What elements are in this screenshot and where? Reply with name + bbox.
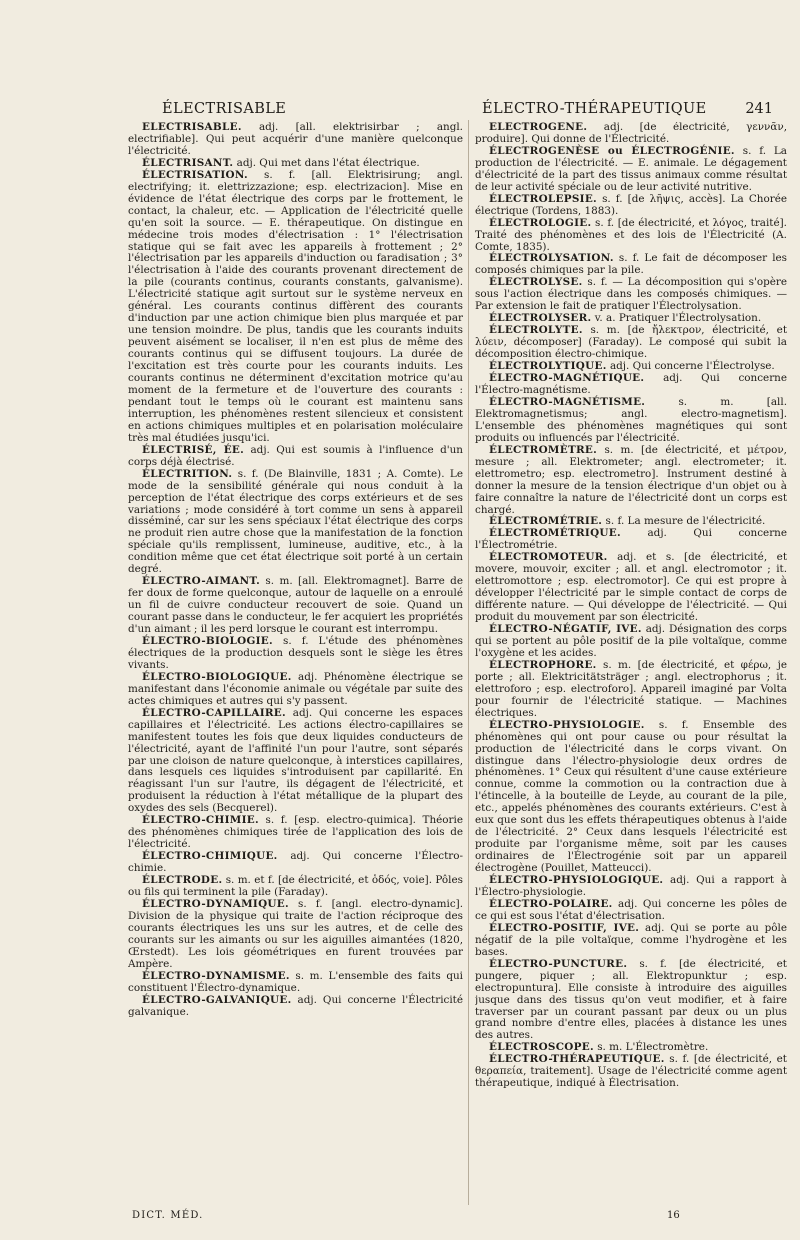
entry-headword: ÉLECTRODE.: [142, 874, 223, 887]
dictionary-entry: [475, 875, 787, 899]
entry-headword: ÉLECTROMÈTRE.: [489, 443, 598, 456]
entry-definition: s. f. [de λῆψις, accès]. La Chorée électrique (Tordens, 1883).: [475, 192, 787, 217]
left-column: [128, 122, 463, 1202]
entry-definition: v. a. Pratiquer l'Électrolysation.: [591, 312, 762, 325]
dictionary-entry: [475, 146, 787, 194]
entry-definition: adj. et s. [de électricité, et movere, mouvoir, exciter ; all. et angl. electromotor ; it. elettromottore ; esp. electromotor]. Ce qui est propre à développer l'électricité par le simple contact de corps de différente nature. — Qui développe de l'électricité. — Qui produit du mouvement par son électricité.: [475, 551, 787, 624]
entry-headword: ÉLECTROLOGIE.: [489, 216, 592, 229]
entry-headword: ÉLECTROLYTIQUE.: [489, 360, 607, 373]
entry-headword: ÉLECTRITION.: [142, 467, 233, 480]
right-column: [475, 122, 787, 1202]
entry-definition: s. m. [de électricité, et μέτρον, mesure ; all. Elektrometer; angl. electrometer; it. elettrometro; esp. electrometro]. Instrument destiné à donner la mesure de la tension électrique d'un objet ou à faire connaître la nature de l'électricité dont un corps est chargé.: [475, 443, 787, 516]
column-divider: [468, 120, 469, 1205]
dictionary-entry: [128, 995, 463, 1019]
entry-definition: s. m. [de ἤλεκτρον, électricité, et λύειν, décomposer] (Faraday). Le composé qui subit la décomposition électro-chimique.: [475, 324, 787, 361]
dictionary-entry: [475, 528, 787, 552]
entry-headword: ÉLECTROLEPSIE.: [489, 192, 597, 205]
signature-mark: DICT. MÉD.: [132, 1210, 204, 1221]
entry-headword: ÉLECTROMOTEUR.: [489, 551, 608, 564]
entry-headword: ÉLECTRO-DYNAMIQUE.: [142, 897, 289, 910]
entry-headword: ÉLECTRO-CAPILLAIRE.: [142, 706, 286, 719]
dictionary-entry: [475, 899, 787, 923]
signature-number: 16: [667, 1210, 680, 1221]
entry-definition: adj. Qui concerne les pôles de ce qui est sous l'état d'électrisation.: [475, 897, 787, 922]
dictionary-entry: [128, 815, 463, 851]
entry-headword: ÉLECTRISÉ, ÉE.: [142, 443, 245, 456]
entry-definition: s. f. Ensemble des phénomènes qui ont pour cause ou pour résultat la production de l'électricité dans le corps vivant. On distingue dans l'électro-physiologie deux ordres de phénomènes. 1° Ceux qui résultent d'une cause extérieure connue, comme la commotion ou la contraction due à l'étincelle, à la bouteille de Leyde, au courant de la pile, etc., appelés phénomènes des courants extérieurs. C'est à eux que sont dus les effets thérapeutiques obtenus à l'aide de l'électricité. 2° Ceux dans lesquels l'électricité est produite par l'organisme même, soit par les causes ordinaires de l'Électrogénie soit par un appareil électrogène (Pouillet, Matteucci).: [475, 718, 787, 875]
entry-headword: ÉLECTRO-CHIMIE.: [142, 814, 259, 827]
entry-definition: s. f. [de électricité, et θεραπεία, traitement]. Usage de l'électricité comme agent thérapeutique, indiqué à Électrisation.: [475, 1053, 787, 1090]
entry-headword: ÉLECTRO-POSITIF, IVE.: [489, 921, 640, 934]
entry-headword: ÉLECTRO-MAGNÉTIQUE.: [489, 372, 645, 385]
dictionary-entry: [128, 708, 463, 816]
running-header-left: ÉLECTRISABLE: [162, 101, 287, 117]
dictionary-entry: [128, 576, 463, 636]
entry-headword: ÉLECTRO-DYNAMISME.: [142, 969, 290, 982]
entry-definition: adj. Qui est soumis à l'influence d'un corps déjà électrisé.: [128, 443, 463, 468]
dictionary-entry: [128, 122, 463, 158]
entry-definition: adj. Qui concerne l'Électro-chimie.: [128, 850, 463, 875]
entry-headword: ÉLECTROLYSATION.: [489, 252, 614, 265]
dictionary-entry: [475, 1054, 787, 1090]
dictionary-entry: [128, 170, 463, 445]
dictionary-entry: [475, 660, 787, 720]
entry-definition: adj. Qui a rapport à l'Électro-physiologie.: [475, 874, 787, 898]
entry-headword: ÉLECTRO-NÉGATIF, IVE.: [489, 623, 642, 636]
entry-definition: s. f. [esp. electro-quimica]. Théorie des phénomènes chimiques tirée de l'application des lois de l'électricité.: [128, 814, 463, 851]
entry-headword: ÉLECTROGENÈSE ou ÉLECTROGÉNIE.: [489, 144, 735, 157]
entry-definition: adj. Qui concerne les espaces capillaires et l'électricité. Les actions électro-capillaires se manifestent toutes les fois que deux liquides conducteurs de l'électricité, ayant de l'affinité l'un pour l'autre, sont séparés par une cloison de nature quelconque, à interstices capillaires, dans lesquels ces liquides s'introduisent par capillarité. En réagissant l'un sur l'autre, ils dégagent de l'électricité, et produisent la réduction à l'état métallique de la plupart des oxydes des sels (Becquerel).: [128, 706, 463, 815]
dictionary-entry: [128, 445, 463, 469]
entry-definition: s. f. (De Blainville, 1831 ; A. Comte). Le mode de la sensibilité générale qui nous conduit à la perception de l'état électrique des corps extérieurs et de ses variations ; mode considéré à tort comme un sens à appareil disséminé, car sur les sens spéciaux l'état électrique des corps ne produit rien autre chose que la manifestation de la fonction spéciale qu'ils remplissent, lumineuse, auditive, etc., à la condition même que cet état électrique soit porté à un certain degré.: [128, 467, 463, 576]
entry-definition: adj. Qui concerne l'Électro-magnétisme.: [475, 372, 787, 396]
entry-headword: ÉLECTRISABLE.: [142, 122, 242, 133]
entry-headword: ÉLECTRO-BIOLOGIE.: [142, 634, 273, 647]
entry-definition: s. m. L'ensemble des faits qui constituent l'Électro-dynamique.: [128, 969, 463, 994]
entry-definition: s. f. — La décomposition qui s'opère sous l'action électrique dans les composés chimiques. — Par extension le fait de pratiquer l'Électrolysation.: [475, 276, 787, 313]
dictionary-entry: [128, 899, 463, 971]
dictionary-entry: [475, 445, 787, 517]
entry-definition: s. m. et f. [de électricité, et ὁδός, voie]. Pôles ou fils qui terminent la pile (Faraday).: [128, 874, 463, 898]
entry-definition: s. m. [all. Elektromagnetismus; angl. electro-magnetism]. L'ensemble des phénomènes magnétiques qui sont produits ou influencés par l'électricité.: [475, 395, 787, 444]
entry-headword: ÉLECTRISANT.: [142, 156, 234, 169]
entry-definition: adj. Désignation des corps qui se portent au pôle positif de la pile voltaïque, comme l'oxygène et les acides.: [475, 623, 787, 659]
entry-headword: ÉLECTROPHORE.: [489, 658, 597, 671]
entry-headword: ÉLECTROLYTE.: [489, 324, 583, 337]
entry-definition: s. f. Le fait de décomposer les composés chimiques par la pile.: [475, 252, 787, 277]
dictionary-entry: [475, 277, 787, 313]
dictionary-entry: [475, 194, 787, 218]
entry-headword: ÉLECTRO-PHYSIOLOGIE.: [489, 718, 645, 731]
entry-definition: s. m. L'Électromètre.: [593, 1041, 709, 1054]
entry-headword: ÉLECTRO-BIOLOGIQUE.: [142, 670, 292, 683]
entry-definition: s. f. [de électricité, et pungere, piquer ; all. Elektropunktur ; esp. electropuntura]. Elle consiste à introduire des aiguilles jusque dans des tissus qu'on veut modifier, et à faire traverser par un courant passant par deux ou un plus grand nombre d'entre elles, placées à distance les unes des autres.: [475, 957, 787, 1042]
page-number: 241: [745, 101, 773, 117]
entry-definition: s. m. [all. Elektromagnet]. Barre de fer doux de forme quelconque, autour de laquelle on a enroulé un fil de cuivre conducteur recouvert de soie. Quand un courant passe dans le conducteur, le fer acquiert les propriétés d'un aimant ; il les perd lorsque le courant est interrompu.: [128, 575, 463, 636]
entry-headword: ÉLECTRO-CHIMIQUE.: [142, 850, 278, 863]
entry-headword: ÉLECTRO-PHYSIOLOGIQUE.: [489, 874, 664, 887]
dictionary-entry: [475, 959, 787, 1043]
entry-headword: ÉLECTROGÈNE.: [489, 122, 588, 133]
entry-headword: ÉLECTROSCOPE.: [489, 1041, 594, 1054]
entry-headword: ÉLECTRO-GALVANIQUE.: [142, 993, 292, 1006]
dictionary-entry: [475, 720, 787, 875]
entry-headword: ÉLECTRO-POLAIRE.: [489, 897, 613, 910]
dictionary-entry: [475, 373, 787, 397]
dictionary-entry: [128, 469, 463, 577]
entry-headword: ÉLECTROLYSER.: [489, 312, 592, 325]
entry-definition: adj. Qui concerne l'Électricité galvanique.: [128, 993, 463, 1018]
entry-headword: ÉLECTROLYSE.: [489, 276, 583, 289]
entry-headword: ÉLECTROMÉTRIQUE.: [489, 527, 621, 540]
entry-headword: ÉLECTRO-MAGNÉTISME.: [489, 395, 646, 408]
entry-definition: s. f. La production de l'électricité. — E. animale. Le dégagement d'électricité de la part des tissus animaux comme résultat de leur activité spéciale ou de leur activité nutritive.: [475, 144, 787, 193]
dictionary-entry: [475, 122, 787, 146]
entry-definition: adj. [all. elektrisirbar ; angl. electrifiable]. Qui peut acquérir d'une manière quelconque l'électricité.: [128, 122, 463, 157]
dictionary-entry: [475, 325, 787, 361]
dictionary-entry: [475, 552, 787, 624]
entry-headword: ÉLECTRO-THÉRAPEUTIQUE.: [489, 1053, 665, 1066]
dictionary-entry: [475, 397, 787, 445]
entry-definition: s. m. [de électricité, et φέρω, je porte ; all. Elektricitätsträger ; angl. electrophorus ; it. elettroforo ; esp. electroforo]. Appareil imaginé par Volta pour fournir de l'électricité statique. — Machines électriques.: [475, 658, 787, 719]
entry-headword: ÉLECTRO-PUNCTURE.: [489, 957, 628, 970]
entry-headword: ÉLECTRISATION.: [142, 168, 248, 181]
dictionary-entry: [475, 923, 787, 959]
dictionary-entry: [475, 253, 787, 277]
entry-headword: ÉLECTRO-AIMANT.: [142, 575, 261, 588]
entry-headword: ÉLECTROMÉTRIE.: [489, 515, 603, 528]
entry-definition: adj. Phénomène électrique se manifestant dans l'économie animale ou végétale par suite des actes chimiques et autres qui s'y passent.: [128, 670, 463, 707]
entry-definition: adj. Qui concerne l'Électrolyse.: [606, 360, 775, 373]
entry-definition: s. f. [angl. electro-dynamic]. Division de la physique qui traite de l'action réciproque des courants électriques les uns sur les autres, et de celle des courants sur les aimants ou sur les aiguilles aimantées (1820, Œrstedt). Les lois géométriques en furent trouvées par Ampère.: [128, 897, 463, 970]
entry-definition: adj. [de électricité, γεννᾶν, produire]. Qui donne de l'Électricité.: [475, 122, 787, 145]
dictionary-entry: [128, 636, 463, 672]
entry-definition: adj. Qui met dans l'état électrique.: [233, 156, 420, 169]
dictionary-entry: [475, 218, 787, 254]
entry-definition: s. f. [all. Elektrisirung; angl. electrifying; it. elettrizzazione; esp. electrizacion]. Mise en évidence de l'état électrique des corps par le frottement, le contact, la chaleur, etc. — Application de l'électricité quelle qu'en soit la source. — E. thérapeutique. On distingue en médecine trois modes d'électrisation : 1° l'électrisation statique qui se fait avec les appareils à frottement ; 2° l'électrisation par les appareils d'induction ou faradisation ; 3° l'électrisation à l'aide des courants provenant directement de la pile (courants continus, courants constants, galvanisme). L'électricité statique agit surtout sur le système nerveux en général. Les courants continus diffèrent des courants d'induction par une action chimique bien plus marquée et par une tension moindre. De plus, tandis que les courants induits peuvent aisément se localiser, il n'en est plus de même des courants continus qui se diffusent toujours. La durée de l'excitation est très courte pour les courants induits. Les courants continus ne déterminent d'excitation motrice qu'au moment de la fermeture et de l'ouverture des courants : pendant tout le temps où le courant est maintenu sans interruption, les phénomènes restent silencieux et consistent en actions chimiques multiples et en polarisation moléculaire très mal étudiées jusqu'ici.: [128, 168, 463, 444]
entry-definition: adj. Qui se porte au pôle négatif de la pile voltaïque, comme l'hydrogène et les bases.: [475, 921, 787, 958]
dictionary-entry: [475, 624, 787, 660]
dictionary-entry: [128, 875, 463, 899]
entry-definition: s. f. L'étude des phénomènes électriques de la production desquels sont le siège les êtres vivants.: [128, 634, 463, 671]
running-header-right: ÉLECTRO-THÉRAPEUTIQUE: [482, 101, 707, 117]
entry-definition: adj. Qui concerne l'Électrométrie.: [475, 527, 787, 552]
entry-definition: s. f. [de électricité, et λόγος, traité]. Traité des phénomènes et des lois de l'Électricité (A. Comte, 1835).: [475, 216, 787, 253]
dictionary-entry: [128, 971, 463, 995]
entry-definition: s. f. La mesure de l'électricité.: [602, 515, 766, 528]
dictionary-entry: [128, 672, 463, 708]
dictionary-entry: [128, 851, 463, 875]
